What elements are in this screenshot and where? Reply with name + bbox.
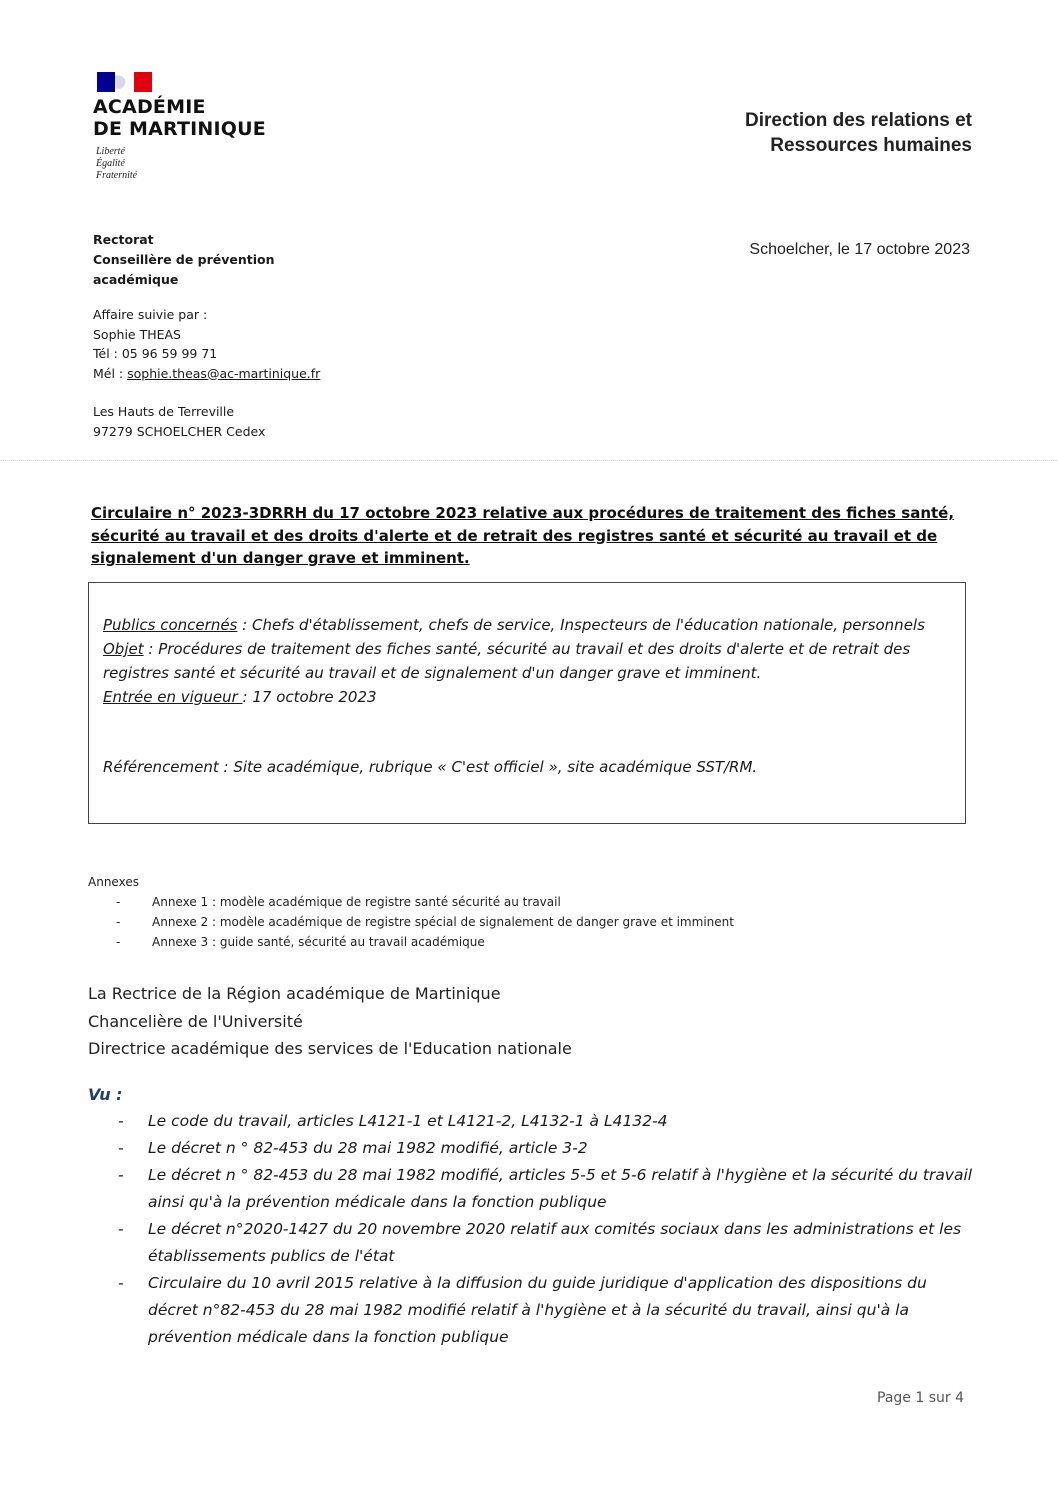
annexes-list: [116, 892, 734, 952]
publics-label: Publics concernés: [103, 616, 238, 634]
service-line-2: Conseillère de prévention: [93, 252, 275, 267]
service-line-1: Rectorat: [93, 232, 154, 247]
vu-item: - Le code du travail, articles L4121-1 et L4121-2, L4132-1 à L4132-4: [118, 1108, 978, 1135]
publics-text: : Chefs d'établissement, chefs de service, Inspecteurs de l'éducation nationale, personnels: [237, 616, 925, 634]
academy-logo-text: [93, 96, 266, 140]
page-number: Page 1 sur 4: [877, 1390, 964, 1406]
circular-title: Circulaire n° 2023-3DRRH du 17 octobre 2023 relative aux procédures de traitement des fiches santé, sécurité au travail et des droits d'alerte et de retrait des registres santé et sécurité au travail et de signalement d'un danger grave et imminent.: [91, 504, 955, 567]
entree-label: Entrée en vigueur: [103, 688, 243, 706]
service-line-3: académique: [93, 272, 179, 287]
address-line-1: Les Hauts de Terreville: [93, 404, 235, 419]
signatory-line-2: Chancelière de l'Université: [88, 1011, 303, 1031]
contact-name: Sophie THEAS: [93, 326, 181, 342]
marianne-logo: [97, 72, 152, 92]
logo-line-2: DE MARTINIQUE: [93, 118, 266, 140]
republic-motto: [96, 146, 137, 182]
vu-item: - Le décret n°2020-1427 du 20 novembre 2020 relatif aux comités sociaux dans les administrations et les établissements publics de l'état: [118, 1216, 978, 1270]
entree-text: : 17 octobre 2023: [242, 688, 377, 706]
fold-line: [0, 460, 1058, 461]
vu-title: Vu :: [88, 1085, 123, 1104]
sender-service: [93, 230, 275, 290]
direction-line-1: Direction des relations et: [744, 110, 972, 131]
objet-row: [103, 637, 953, 685]
annex-item: - Annexe 1 : modèle académique de registre santé sécurité au travail: [116, 892, 734, 912]
contact-phone: Tél : 05 96 59 99 71: [93, 346, 218, 361]
motto-egalite: Égalité: [96, 158, 125, 169]
annex-item: - Annexe 3 : guide santé, sécurité au travail académique: [116, 932, 734, 952]
logo-line-1: ACADÉMIE: [93, 96, 206, 118]
direction-heading: [745, 108, 972, 158]
vu-item: - Le décret n ° 82-453 du 28 mai 1982 modifié, article 3-2: [118, 1135, 978, 1162]
address-line-2: 97279 SCHOELCHER Cedex: [93, 424, 266, 439]
letter-date: Schoelcher, le 17 octobre 2023: [749, 241, 970, 258]
vu-list: [118, 1108, 978, 1351]
publics-row: [103, 613, 953, 637]
motto-liberte: Liberté: [96, 146, 125, 157]
signatory-line-3: Directrice académique des services de l'Education nationale: [88, 1039, 572, 1058]
followed-by-label: Affaire suivie par :: [93, 307, 208, 322]
contact-mail-row: [93, 364, 320, 384]
mail-label: Mél :: [93, 365, 128, 381]
vu-item: - Le décret n ° 82-453 du 28 mai 1982 modifié, articles 5-5 et 5-6 relatif à l'hygiène et la sécurité du travail ainsi qu'à la prévention médicale dans la fonction publique: [118, 1162, 978, 1216]
annex-item: - Annexe 2 : modèle académique de registre spécial de signalement de danger grave et imminent: [116, 912, 734, 932]
objet-text: : Procédures de traitement des fiches santé, sécurité au travail et des droits d'alerte et de retrait des registres santé et sécurité au travail et de signalement d'un danger grave et imminent.: [103, 640, 911, 682]
referencement-text: Référencement : Site académique, rubrique « C'est officiel », site académique SST/RM.: [103, 758, 758, 776]
vu-item: - Circulaire du 10 avril 2015 relative à la diffusion du guide juridique d'application des dispositions du décret n°82-453 du 28 mai 1982 modifié relatif à l'hygiène et à la sécurité du travail, ainsi qu'à la prévention médicale dans la fonction publique: [118, 1270, 978, 1351]
postal-address: [93, 402, 265, 442]
signatory-line-1: La Rectrice de la Région académique de Martinique: [88, 984, 501, 1003]
motto-fraternite: Fraternité: [96, 170, 138, 181]
summary-box-text: [103, 613, 953, 709]
contact-email-link[interactable]: sophie.theas@ac-martinique.fr: [127, 365, 321, 381]
direction-line-2: Ressources humaines: [770, 135, 972, 156]
signatory-block: [88, 980, 572, 1063]
objet-label: Objet: [103, 640, 144, 658]
annexes-title: Annexes: [88, 875, 139, 889]
contact-block: [93, 305, 320, 383]
entree-row: [103, 685, 953, 709]
